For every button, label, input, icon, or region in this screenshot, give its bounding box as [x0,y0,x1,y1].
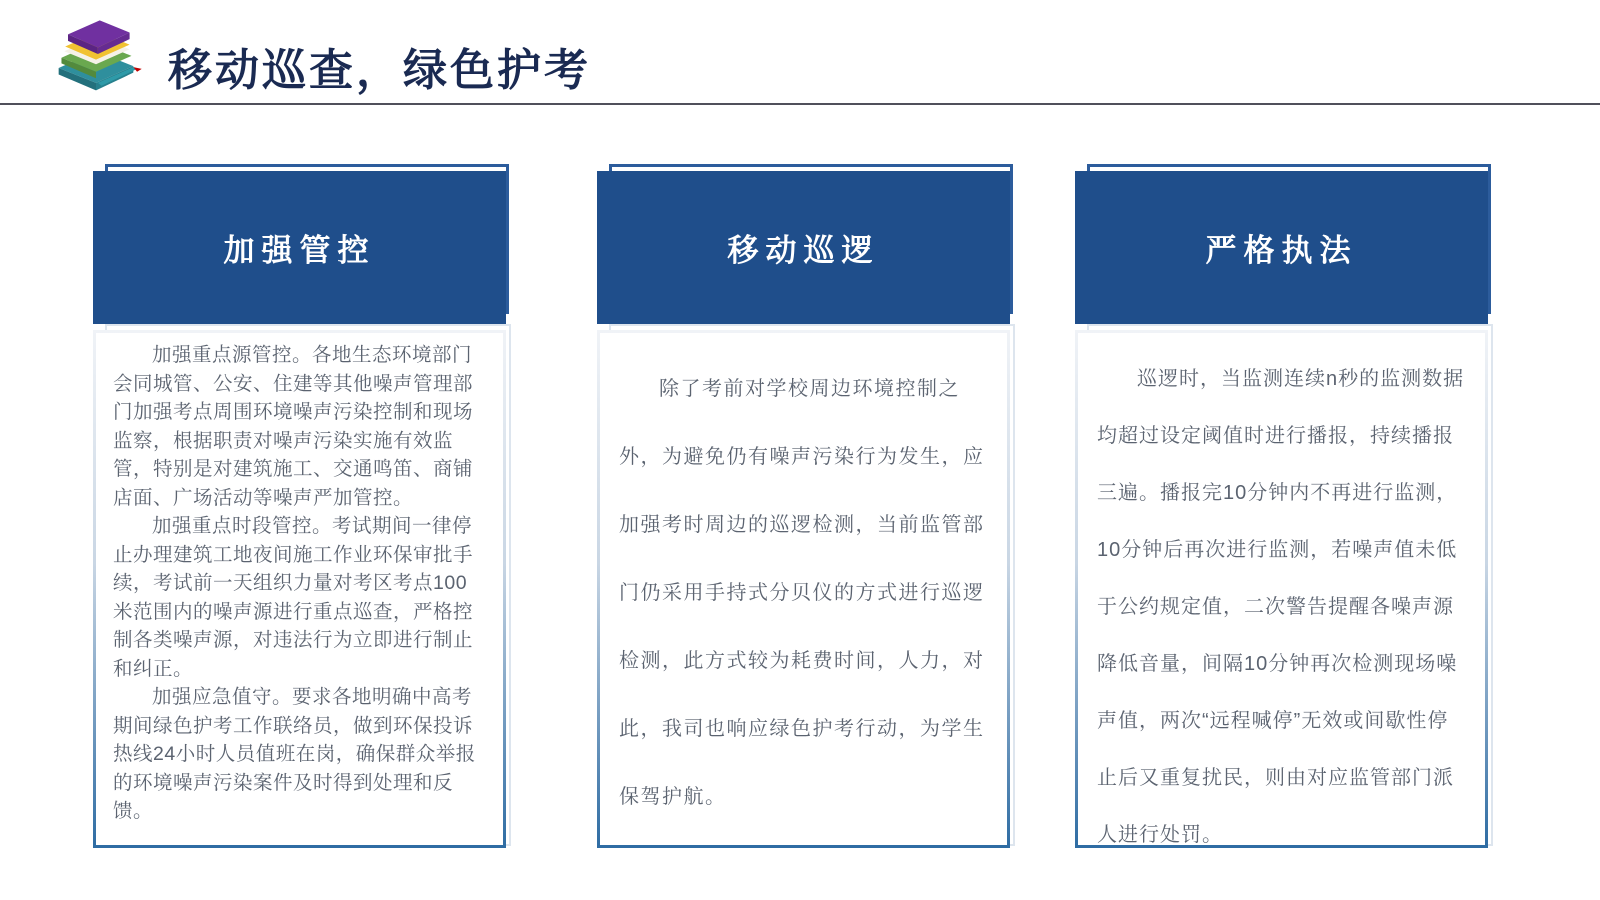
paragraph: 加强重点源管控。各地生态环境部门会同城管、公安、住建等其他噪声管理部门加强考点周围环境噪声污染控制和现场监察，根据职责对噪声污染实施有效监管，特别是对建筑施工、交通鸣笛、商铺店面、广场活动等噪声严加管控。 [113,344,474,509]
card-title: 严格执法 [1205,233,1358,268]
card-mobile-patrol [597,164,1021,850]
card-body-text [600,333,1007,845]
paragraph: 加强重点时段管控。考试期间一律停止办理建筑工地夜间施工作业环保审批手续，考试前一天组织力量对考区考点100米范围内的噪声源进行重点巡查，严格控制各类噪声源，对违法行为立即进行制止和纠正。 [113,515,474,680]
paragraph: 巡逻时，当监测连续n秒的监测数据均超过设定阈值时进行播报，持续播报三遍。播报完10分钟内不再进行监测，10分钟后再次进行监测，若噪声值未低于公约规定值，二次警告提醒各噪声源降低音量，间隔10分钟再次检测现场噪声值，两次“远程喊停”无效或间歇性停止后又重复扰民，则由对应监管部门派人进行处罚。 [1097,368,1465,845]
paragraph: 除了考前对学校周边环境控制之外，为避免仍有噪声污染行为发生，应加强考时周边的巡逻检测，当前监管部门仍采用手持式分贝仪的方式进行巡逻检测，此方式较为耗费时间，人力，对此，我司也响应绿色护考行动，为学生保驾护航。 [619,378,985,808]
card-header [1075,171,1488,324]
paragraph: 加强应急值守。要求各地明确中高考期间绿色护考工作联络员，做到环保投诉热线24小时人员值班在岗，确保群众举报的环境噪声污染案件及时得到处理和反馈。 [113,686,476,822]
card-body [1075,330,1488,848]
card-header [93,171,506,324]
card-header [597,171,1010,324]
card-body-text [96,333,503,845]
card-title: 移动巡逻 [727,233,880,268]
card-body-text [1078,333,1485,845]
book-stack-pencil-icon [48,12,144,96]
card-strict-enforcement [1075,164,1499,850]
card-strengthen-control [93,164,517,850]
page-title: 移动巡查，绿色护考 [168,46,591,95]
card-body [597,330,1010,848]
card-title: 加强管控 [223,233,376,268]
header-divider-line [0,103,1600,105]
card-body [93,330,506,848]
